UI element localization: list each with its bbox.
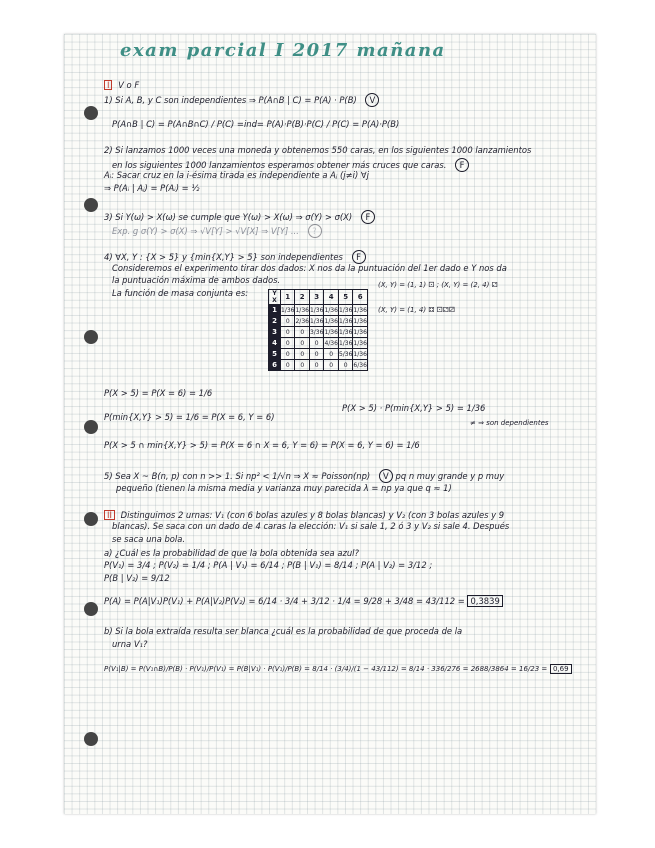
q4-statement bbox=[104, 250, 366, 264]
section-2-text: Distinguimos 2 urnas: V₁ (con 6 bolas azules y 8 bolas blancas) y V₂ (con 3 bolas azules y 9 bbox=[120, 510, 505, 520]
question-a: a) ¿Cuál es la probabilidad de que la bola obtenida sea azul? bbox=[104, 548, 359, 558]
q3-note bbox=[112, 224, 322, 238]
table-col-header: 4 bbox=[324, 290, 338, 305]
table-cell: 1/36 bbox=[281, 306, 295, 314]
table-cell: 1/36 bbox=[309, 317, 324, 325]
table-row bbox=[269, 338, 368, 349]
binder-hole bbox=[84, 198, 98, 212]
table-corner: Y X bbox=[269, 290, 281, 305]
table-row bbox=[269, 349, 368, 360]
binder-hole bbox=[84, 330, 98, 344]
table-cell: 4/36 bbox=[324, 339, 338, 347]
probabilities-2: P(B | V₂) = 9/12 bbox=[104, 573, 170, 583]
section-tag: I bbox=[104, 80, 112, 90]
q5-statement bbox=[104, 469, 504, 483]
total-result: 0,3839 bbox=[467, 595, 502, 607]
bayes-text: P(V₁|B) = P(V₁∩B)/P(B) · P(V₁)/P(V₁) = P(B|V₁) · P(V₁)/P(B) = 8/14 · (3/4)/(1 − 43/112) = 8/14 · 336/276 = 2688/3864 = 16/23 = bbox=[104, 665, 548, 673]
q4-text: 4) ∀X, Y : {X > 5} y {min{X,Y} > 5} son independientes bbox=[104, 252, 343, 262]
table-col-header: 6 bbox=[353, 290, 367, 305]
table-row-header: 1 bbox=[269, 305, 281, 316]
probabilities-1: P(V₁) = 3/4 ; P(V₂) = 1/4 ; P(A | V₁) = 6/14 ; P(B | V₁) = 8/14 ; P(A | V₂) = 3/12 ; bbox=[104, 560, 433, 570]
table-cell: 1/36 bbox=[309, 306, 324, 314]
table-row-header: 5 bbox=[269, 349, 281, 360]
page-title: exam parcial I 2017 mañana bbox=[120, 40, 446, 61]
table-cell: 1/36 bbox=[324, 306, 338, 314]
table-cell: 1/36 bbox=[353, 339, 367, 347]
table-cell: 1/36 bbox=[353, 328, 367, 336]
q4-calc-1: P(X > 5) = P(X = 6) = 1/6 bbox=[104, 388, 213, 398]
q4-calc-mid: P(X > 5) · P(min{X,Y} > 5) = 1/36 bbox=[342, 403, 486, 413]
table-cell: 0 bbox=[324, 349, 338, 360]
section-1-header bbox=[104, 80, 139, 90]
table-row bbox=[269, 316, 368, 327]
q5-text-cont: pq n muy grande y p muy bbox=[395, 471, 505, 481]
table-row-header: 2 bbox=[269, 316, 281, 327]
table-header-row bbox=[269, 290, 368, 305]
table-cell: 1/36 bbox=[338, 306, 353, 314]
q5-text: 5) Sea X ~ B(n, p) con n >> 1. Si np² < 1/√n ⇒ X ≈ Poisson(np) bbox=[104, 471, 371, 481]
section-2-line1 bbox=[104, 510, 504, 520]
table-col-header: 2 bbox=[295, 290, 309, 305]
table-cell: 0 bbox=[281, 360, 295, 371]
table-col-header: 3 bbox=[309, 290, 323, 305]
q5-line2: pequeño (tienen la misma media y varianza muy parecida λ = np ya que q ≈ 1) bbox=[116, 483, 452, 493]
table-cell: 0 bbox=[338, 360, 352, 371]
table-cell: 1/36 bbox=[295, 306, 309, 314]
q2-line1: 2) Si lanzamos 1000 veces una moneda y obtenemos 550 caras, en los siguientes 1000 lanzamientos bbox=[104, 145, 532, 155]
table-cell: 0 bbox=[309, 349, 323, 360]
q2-answer: F bbox=[455, 158, 469, 172]
binder-hole bbox=[84, 732, 98, 746]
table-cell: 0 bbox=[281, 327, 295, 338]
table-cell: 0 bbox=[295, 360, 309, 371]
q4-calc-3: P(X > 5 ∩ min{X,Y} > 5) = P(X = 6 ∩ X = 6, Y = 6) = P(X = 6, Y = 6) = 1/6 bbox=[104, 440, 420, 450]
binder-hole bbox=[84, 602, 98, 616]
q1-statement bbox=[104, 93, 379, 107]
q4-line2: Consideremos el experimento tirar dos dados: X nos da la puntuación del 1er dado e Y nos da bbox=[112, 263, 507, 273]
q3-note-text: Exp. g σ(Y) > σ(X) ⇒ √V[Y] > √V[X] ⇒ V[Y] ... bbox=[112, 226, 299, 236]
q3-answer-2: ? bbox=[308, 224, 322, 238]
joint-mass-table bbox=[268, 289, 368, 371]
table-row-header: 6 bbox=[269, 360, 281, 371]
section-heading: V o F bbox=[118, 80, 140, 90]
binder-hole bbox=[84, 420, 98, 434]
table-cell: 1/36 bbox=[324, 317, 338, 325]
table-row bbox=[269, 327, 368, 338]
table-col-header: 5 bbox=[338, 290, 352, 305]
binder-hole bbox=[84, 512, 98, 526]
q4-side-note-1: (X, Y) = (1, 1) ⚀ ; (X, Y) = (2, 4) ⚁ bbox=[378, 281, 498, 289]
table-cell: 0 bbox=[281, 316, 295, 327]
q2-line4: ⇒ P(Aᵢ | Aⱼ) = P(Aᵢ) = ½ bbox=[104, 183, 200, 193]
table-cell: 1/36 bbox=[353, 306, 367, 314]
bayes-calc bbox=[104, 664, 572, 673]
table-row-header: 3 bbox=[269, 327, 281, 338]
q3-text: 3) Si Y(ω) > X(ω) se cumple que Y(ω) > X(ω) ⇒ σ(Y) > σ(X) bbox=[104, 212, 353, 222]
bayes-result: 0,69 bbox=[550, 664, 572, 674]
q3-answer: F bbox=[361, 210, 375, 224]
table-cell: 0 bbox=[309, 360, 323, 371]
table-cell: 0 bbox=[324, 360, 338, 371]
section-2-line3: se saca una bola. bbox=[112, 534, 186, 544]
table-cell: 0 bbox=[295, 338, 309, 349]
table-row bbox=[269, 305, 368, 316]
table-cell: 1/36 bbox=[338, 339, 353, 347]
q4-calc-2: P(min{X,Y} > 5) = 1/6 = P(X = 6, Y = 6) bbox=[104, 412, 275, 422]
table-row bbox=[269, 360, 368, 371]
table-cell: 0 bbox=[281, 338, 295, 349]
q2-text: en los siguientes 1000 lanzamientos esperamos obtener más cruces que caras. bbox=[112, 160, 447, 170]
table-row-header: 4 bbox=[269, 338, 281, 349]
total-probability-text: P(A) = P(A|V₁)P(V₁) + P(A|V₂)P(V₂) = 6/14 · 3/4 + 3/12 · 1/4 = 9/28 + 3/48 = 43/112 = bbox=[104, 596, 465, 606]
q2-line3: Aᵢ: Sacar cruz en la i-ésima tirada es independiente a Aⱼ (j≠i) ∀j bbox=[104, 170, 369, 180]
q4-answer: F bbox=[352, 250, 366, 264]
section-tag: II bbox=[104, 510, 115, 520]
total-probability bbox=[104, 597, 503, 605]
table-cell: 6/36 bbox=[353, 361, 367, 369]
table-cell: 0 bbox=[309, 338, 323, 349]
table-cell: 1/36 bbox=[338, 317, 353, 325]
question-b-2: urna V₁? bbox=[112, 639, 148, 649]
q5-answer: V bbox=[379, 469, 393, 483]
q4-line3: la puntuación máxima de ambos dados. bbox=[112, 275, 281, 285]
table-cell: 2/36 bbox=[295, 317, 309, 325]
q4-line4: La función de masa conjunta es: bbox=[112, 288, 249, 298]
table-col-header: 1 bbox=[281, 290, 295, 305]
binder-hole bbox=[84, 106, 98, 120]
table-cell: 1/36 bbox=[338, 328, 353, 336]
table-cell: 1/36 bbox=[353, 317, 367, 325]
table-cell: 0 bbox=[281, 349, 295, 360]
question-b-1: b) Si la bola extraída resulta ser blanca ¿cuál es la probabilidad de que proceda de la bbox=[104, 626, 463, 636]
table-cell: 1/36 bbox=[324, 328, 338, 336]
table-cell: 1/36 bbox=[353, 350, 367, 358]
table-cell: 0 bbox=[295, 327, 309, 338]
section-2-line2: blancas). Se saca con un dado de 4 caras la elección: V₁ si sale 1, 2 ó 3 y V₂ si sale 4. Después bbox=[112, 521, 510, 531]
table-cell: 0 bbox=[295, 349, 309, 360]
q3-statement bbox=[104, 210, 375, 224]
q1-text: 1) Si A, B, y C son independientes ⇒ P(A∩B | C) = P(A) · P(B) bbox=[104, 95, 357, 105]
table-cell: 5/36 bbox=[338, 350, 353, 358]
q4-calc-neq: ≠ ⇒ son dependientes bbox=[470, 419, 549, 427]
q1-proof: P(A∩B | C) = P(A∩B∩C) / P(C) =ind= P(A)·P(B)·P(C) / P(C) = P(A)·P(B) bbox=[112, 119, 400, 129]
table-cell: 3/36 bbox=[309, 328, 324, 336]
q4-side-note-2: (X, Y) = (1, 4) ⚃ ⚀⚁⚂ bbox=[378, 306, 455, 314]
q1-answer: V bbox=[365, 93, 379, 107]
